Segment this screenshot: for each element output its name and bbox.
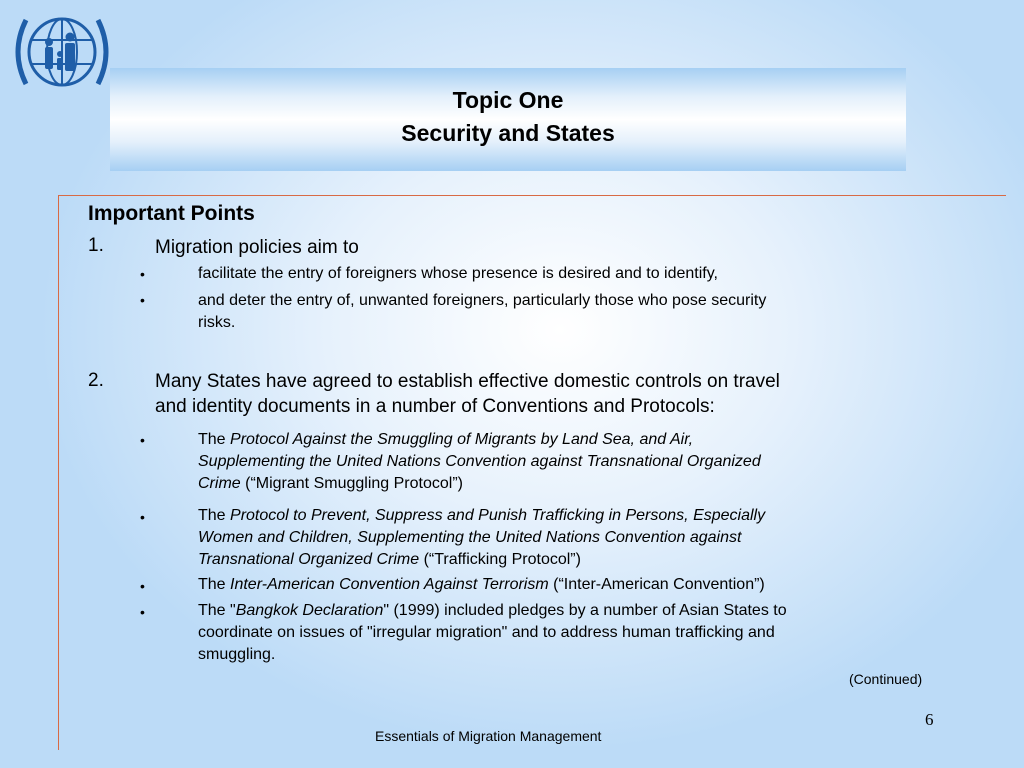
footer-text: Essentials of Migration Management [375,728,602,744]
bullet-marker: • [140,509,145,525]
bullet-marker: • [140,604,145,620]
point-2-bullet-1: The Protocol Against the Smuggling of Migrants by Land Sea, and Air, Supplementing the United Nations Convention against Transnational Organized Crime (“Migrant Smuggling Protocol”) [198,431,761,492]
point-1-text: Migration policies aim to [155,237,359,258]
slide-subtitle: Security and States [401,120,615,146]
horizontal-rule [58,195,1006,196]
point-2-bullet-3: The Inter-American Convention Against Terrorism (“Inter-American Convention”) [198,576,765,593]
point-1-bullet-1: facilitate the entry of foreigners whose presence is desired and to identify, [198,265,718,282]
bullet-marker: • [140,432,145,448]
bullet-marker: • [140,266,145,282]
iom-logo-icon [12,10,112,94]
point-2-bullet-4: The "Bangkok Declaration" (1999) included pledges by a number of Asian States to coordinate on issues of "irregular migration" and to address human trafficking and smuggling. [198,602,787,663]
vertical-rule [58,195,59,750]
page-number: 6 [925,710,934,729]
continued-label: (Continued) [849,671,923,687]
point-2-bullet-2: The Protocol to Prevent, Suppress and Punish Trafficking in Persons, Especially Women and Children, Supplementing the United Nations Convention against Transnational Organized Crime (“Trafficking Protocol”) [198,507,766,568]
bullet-marker: • [140,292,145,308]
point-2-text: Many States have agreed to establish effective domestic controls on travel and identity documents in a number of Conventions and Protocols: [155,371,780,417]
point-1-number: 1. [88,235,104,256]
title-banner [110,68,906,171]
section-heading: Important Points [88,202,255,225]
bullet-marker: • [140,578,145,594]
point-2-number: 2. [88,370,104,391]
slide-title: Topic One [452,87,564,113]
point-1-bullet-2: and deter the entry of, unwanted foreigners, particularly those who pose security risks. [198,292,767,331]
